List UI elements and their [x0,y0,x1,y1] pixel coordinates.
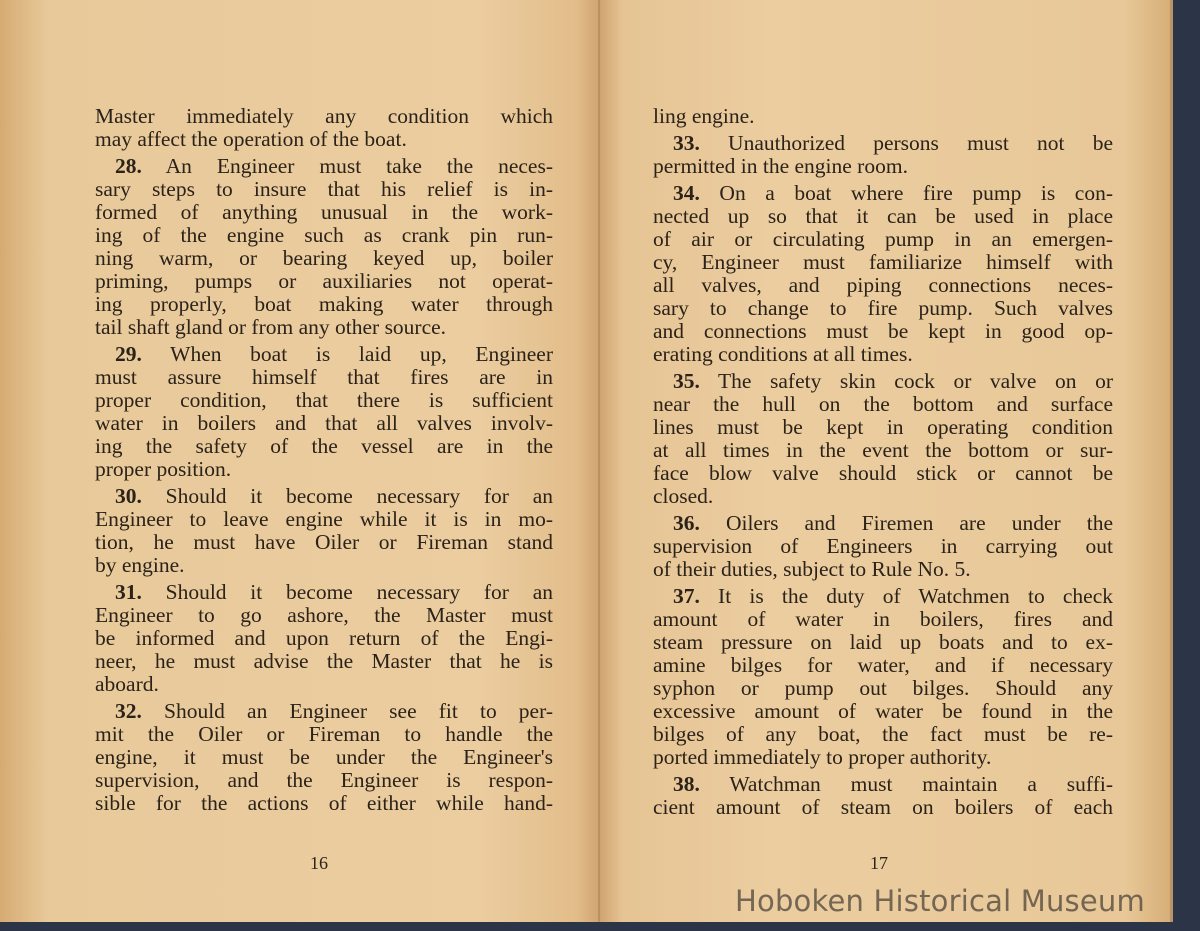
text-line [653,393,1113,416]
paragraph-35 [653,370,1113,508]
right-page-text [653,105,1113,823]
text-line [95,650,553,673]
paragraph-31 [95,581,553,696]
paragraph-30 [95,485,553,577]
line-text: cy, Engineer must familiarize himself with [653,250,1113,274]
line-text: of their duties, subject to Rule No. 5. [653,557,971,581]
line-text: Should an Engineer see fit to per- [141,699,553,723]
rule-number: 34. [673,181,700,205]
text-line [95,293,553,316]
line-text: tail shaft gland or from any other source. [95,315,447,339]
line-text: all valves, and piping connections neces- [653,273,1113,297]
museum-watermark: Hoboken Historical Museum [735,884,1145,918]
text-line [653,228,1113,251]
paragraph-32 [95,700,553,815]
text-line [95,412,553,435]
paragraph-28 [95,155,553,339]
left-page-text [95,105,553,819]
text-line [95,155,553,178]
line-text: amine bilges for water, and if necessary [653,653,1113,677]
line-text: aboard. [95,672,159,696]
text-line [653,462,1113,485]
text-line [95,316,553,339]
rule-number: 35. [673,369,700,393]
text-line [95,554,553,577]
text-line [95,178,553,201]
text-line [653,343,1113,366]
line-text: at all times in the event the bottom or sur- [653,438,1113,462]
line-text: ing properly, boat making water through [95,292,553,316]
text-line [95,531,553,554]
text-line [653,700,1113,723]
line-text: Unauthorized persons must not be [699,131,1113,155]
line-text: mit the Oiler or Fireman to handle the [95,722,553,746]
paragraph-continued [653,105,1113,128]
text-line [653,320,1113,343]
text-line [653,558,1113,581]
text-line [95,224,553,247]
rule-number: 38. [673,772,700,796]
text-line [95,746,553,769]
text-line [95,723,553,746]
paragraph-29 [95,343,553,481]
line-text: When boat is laid up, Engineer [141,342,553,366]
text-line [653,512,1113,535]
text-line [95,270,553,293]
right-page [600,0,1173,922]
text-line [653,654,1113,677]
line-text: syphon or pump out bilges. Should any [653,676,1113,700]
line-text: An Engineer must take the neces- [141,154,553,178]
line-text: supervision, and the Engineer is respon- [95,768,553,792]
text-line [653,535,1113,558]
line-text: ing the safety of the vessel are in the [95,434,553,458]
text-line [95,366,553,389]
page-number-left: 16 [310,853,328,873]
text-line [653,796,1113,819]
text-line [653,677,1113,700]
text-line [95,769,553,792]
text-line [95,458,553,481]
text-line [653,370,1113,393]
line-text: by engine. [95,553,185,577]
rule-number: 28. [115,154,142,178]
text-line [95,128,553,151]
line-text: The safety skin cock or valve on or [699,369,1113,393]
line-text: water in boilers and that all valves involv- [95,411,553,435]
line-text: Engineer to go ashore, the Master must [95,603,553,627]
line-text: face blow valve should stick or cannot be [653,461,1113,485]
line-text: lines must be kept in operating condition [653,415,1113,439]
rule-number: 31. [115,580,142,604]
line-text: sible for the actions of either while hand- [95,791,553,815]
line-text: On a boat where fire pump is con- [699,181,1113,205]
line-text: sary to change to fire pump. Such valves [653,296,1113,320]
line-text: supervision of Engineers in carrying out [653,534,1113,558]
paragraph-continued [95,105,553,151]
line-text: neer, he must advise the Master that he is [95,649,553,673]
text-line [95,485,553,508]
line-text: excessive amount of water be found in the [653,699,1113,723]
line-text: nected up so that it can be used in place [653,204,1113,228]
text-line [653,132,1113,155]
text-line [95,435,553,458]
line-text: amount of water in boilers, fires and [653,607,1113,631]
line-text: formed of anything unusual in the work- [95,200,553,224]
line-text: of air or circulating pump in an emergen- [653,227,1113,251]
text-line [653,105,1113,128]
line-text: engine, it must be under the Engineer's [95,745,553,769]
text-line [653,205,1113,228]
line-text: be informed and upon return of the Engi- [95,626,553,650]
line-text: tion, he must have Oiler or Fireman stand [95,530,553,554]
rule-number: 32. [115,699,142,723]
text-line [653,608,1113,631]
text-line [653,439,1113,462]
line-text: Oilers and Firemen are under the [699,511,1113,535]
text-line [95,343,553,366]
text-line [95,508,553,531]
rule-number: 33. [673,131,700,155]
line-text: sary steps to insure that his relief is in- [95,177,553,201]
text-line [95,201,553,224]
text-line [95,389,553,412]
text-line [653,773,1113,796]
text-line [95,604,553,627]
text-line [653,416,1113,439]
paragraph-37 [653,585,1113,769]
text-line [95,105,553,128]
text-line [95,581,553,604]
text-line [653,297,1113,320]
text-line [95,700,553,723]
text-line [653,182,1113,205]
text-line [95,673,553,696]
rule-number: 37. [673,584,700,608]
line-text: proper position. [95,457,232,481]
text-line [653,585,1113,608]
rule-number: 30. [115,484,142,508]
text-line [95,247,553,270]
line-text: ling engine. [653,104,755,128]
paragraph-33 [653,132,1113,178]
text-line [653,746,1113,769]
line-text: ing of the engine such as crank pin run- [95,223,553,247]
line-text: ning warm, or bearing keyed up, boiler [95,246,553,270]
page-number-right: 17 [870,853,888,873]
line-text: Engineer to leave engine while it is in mo- [95,507,553,531]
left-page [0,0,600,922]
line-text: ported immediately to proper authority. [653,745,992,769]
text-line [653,155,1113,178]
line-text: priming, pumps or auxiliaries not operat- [95,269,553,293]
text-line [653,251,1113,274]
line-text: Should it become necessary for an [141,580,553,604]
line-text: permitted in the engine room. [653,154,908,178]
text-line [653,274,1113,297]
line-text: Watchman must maintain a suffi- [699,772,1113,796]
text-line [95,792,553,815]
text-line [95,627,553,650]
line-text: may affect the operation of the boat. [95,127,407,151]
paragraph-34 [653,182,1113,366]
line-text: cient amount of steam on boilers of each [653,795,1113,819]
paragraph-38 [653,773,1113,819]
rule-number: 36. [673,511,700,535]
line-text: bilges of any boat, the fact must be re- [653,722,1113,746]
line-text: steam pressure on laid up boats and to ex- [653,630,1113,654]
line-text: erating conditions at all times. [653,342,913,366]
line-text: and connections must be kept in good op- [653,319,1113,343]
line-text: Should it become necessary for an [141,484,553,508]
line-text: near the hull on the bottom and surface [653,392,1113,416]
rule-number: 29. [115,342,142,366]
line-text: must assure himself that fires are in [95,365,553,389]
line-text: It is the duty of Watchmen to check [699,584,1113,608]
line-text: closed. [653,484,714,508]
line-text: Master immediately any condition which [95,104,553,128]
text-line [653,631,1113,654]
text-line [653,485,1113,508]
paragraph-36 [653,512,1113,581]
text-line [653,723,1113,746]
line-text: proper condition, that there is sufficient [95,388,553,412]
